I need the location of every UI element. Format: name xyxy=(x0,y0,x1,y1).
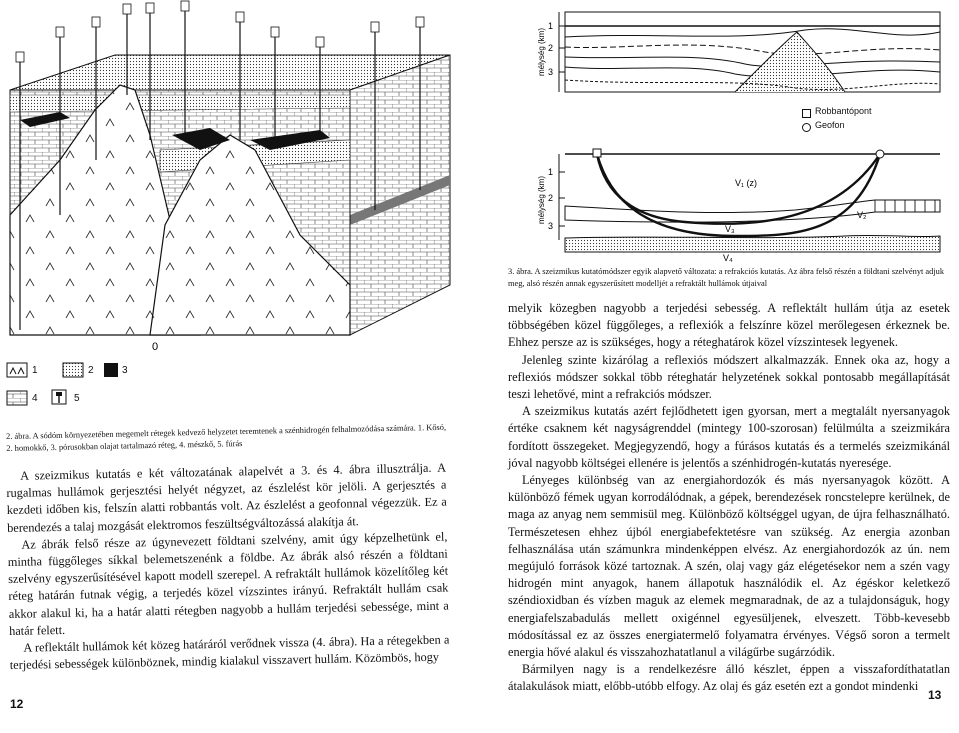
left-paragraph-1: A szeizmikus kutatás e két változatának alapelvét a 3. és 4. ábra illusztrálja. A rugalmas hullámok gerjesztési helyét négyzet, az észlelést kör jelöli. A gerjesztés a kezdeti időben kis, felszín alatti robbantás volt. Az észlelést a geofonnal végezzük. Ez a berendezés a talaj mozgását elektromos feszültségváltozássá alakítja át. xyxy=(6,460,447,535)
right-paragraph-2: Jelenleg szinte kizárólag a reflexiós módszert alkalmazzák. Ennek oka az, hogy a reflexiós módszer sokkal több réteghatár helyzetének sokkal pontosabb megállapítását teszi lehetővé, mint a refrakciós módszer. xyxy=(508,352,950,402)
legend-label-5: 5 xyxy=(74,393,80,404)
top-tick-3: 3 xyxy=(547,67,553,77)
figure-2-zero-label: 0 xyxy=(152,341,159,353)
legend-limestone-swatch xyxy=(6,390,28,406)
legend-sandstone-swatch xyxy=(62,362,84,378)
bottom-tick-2: 2 xyxy=(547,193,553,203)
figure-3-caption: 3. ábra. A szeizmikus kutatómódszer egyik alapvető változata: a refrakciós kutatás. Az ábra felső részén a földtani szelvényt adjuk meg, alsó részén annak egyszerűsített modelljét a refraktált hullámok útjaival xyxy=(508,267,945,288)
legend-source-label: Robbantópont xyxy=(815,106,872,116)
receiver-circle-icon xyxy=(802,123,811,132)
right-page-body xyxy=(508,300,950,696)
bottom-tick-1: 1 xyxy=(547,167,553,177)
legend-receiver-label: Geofon xyxy=(815,120,845,130)
legend-label-1: 1 xyxy=(32,365,38,376)
top-tick-1: 1 xyxy=(547,21,553,31)
label-v4: V₄ xyxy=(723,253,733,263)
legend-oil-swatch xyxy=(104,363,118,377)
left-page-body xyxy=(6,460,450,675)
left-paragraph-3: A reflektált hullámok két közeg határáról verődnek vissza (4. ábra). Ha a rétegekben a terjedési sebességek különböznek, mindig kialakul visszavert hullám. Közömbös, hogy xyxy=(9,632,450,673)
source-square-icon xyxy=(802,109,811,118)
figure-3-refraction-model xyxy=(535,140,945,265)
right-page-number: 13 xyxy=(928,688,942,702)
figure-3-legend xyxy=(802,106,952,136)
figure-2-caption: 2. ábra. A sódóm környezetében megemelt rétegek kedvező helyzetet teremtenek a szénhidrogén felhalmozódása számára. 1. Kősó, 2. homokkő, 3. pórusokban olajat tartalmazó réteg, 4. mészkő, 5. fúrás xyxy=(6,422,447,453)
left-page-number: 12 xyxy=(10,697,24,711)
left-paragraph-2: Az ábrák felső része az úgynevezett földtani szelvény, amit úgy képzelhetünk el, mintha függőleges síkkal belemetszenénk a földbe. Az ábrák alsó részén a földtani szelvény egyszerűsítésével kapott modell szerepel. A refraktált hullámok közelítőleg két réteg határán futnak végig, a terjedés közel vízszintes irányú. Refraktált hullám csak akkor alakul ki, ha a határ alatti rétegben nagyobb a hullám terjedési sebessége, mint a határ felett. xyxy=(7,529,449,638)
drill-well-icon xyxy=(50,388,70,406)
figure-2-legend xyxy=(6,362,146,422)
figure-3-geological-section xyxy=(535,2,945,114)
bottom-depth-axis-label: mélység (km) xyxy=(537,175,546,225)
right-paragraph-3: A szeizmikus kutatás azért fejlődhetett igen gyorsan, mert a megtalált nyersanyagok értéke csaknem két nagyságrenddel (mintegy 100-szorosan) felülmúlta a szeizmikára fordított összegeket. Megjegyzendő, hogy a fúrásos kutatás és a termelés szeizmikánál jóval nagyobb költségei ellenére is jelentős a szénhidrogén-kutatás nyeresége. xyxy=(508,404,950,470)
right-paragraph-1: melyik közegben nagyobb a terjedési sebesség. A reflektált hullám útja az esetek többségében közel függőleges, a reflexiók a felszínre közel merőlegesen érkeznek be. Ehhez persze az is szükséges, hogy a réteghatárok közel vízszintesek legyenek. xyxy=(508,301,950,350)
top-depth-axis-label: mélység (km) xyxy=(537,27,546,77)
figure-2-salt-dome-diagram xyxy=(0,0,470,355)
right-paragraph-4: Lényeges különbség van az energiahordozók és más nyersanyagok között. A különböző fémek ugyan korrodálódnak, a gépek, berendezések roncstelepre kerülnek, de maga az anyag nem semmisül meg. Különböző költséggel ugyan, de újra felhasználható. Természetesen ehhez újból energiabefektetésre van szükség. Az energia azonban felhasználása után számunkra mindenképpen elvész. Az energiahordozók az ún. nem megújuló források közé tartoznak. A szén, olaj vagy gáz elégetésekor nem a szén vagy hidrogén mint anyagok, hanem állapotuk használódik el. Az égéskor keletkező széndioxidban és vízben maguk az elemek megmaradnak, de az a tulajdonságuk, hogy energiafelszabadulás mellett oxigénnel egyesüljenek, elveszett. Több-kevesebb módosítással ez az összes energiatermelő folyamatra érvényes. Végső soron a termelt energia hővé alakul és visszahozhatatlanul a világűrbe sugárzódik. xyxy=(508,473,950,660)
legend-salt-swatch xyxy=(6,362,28,378)
legend-label-3: 3 xyxy=(122,365,128,376)
right-paragraph-5: Bármilyen nagy is a rendelkezésre álló készlet, éppen a visszafordíthatatlan átalakulások miatt, előbb-utóbb elfogy. Az olaj és gáz esetén ezt a gondot mindenki xyxy=(508,662,950,694)
label-v2: V₂ xyxy=(857,210,867,220)
bottom-tick-3: 3 xyxy=(547,221,553,231)
legend-label-4: 4 xyxy=(32,393,38,404)
label-v1: V₁ (z) xyxy=(735,178,758,188)
legend-label-2: 2 xyxy=(88,365,94,376)
label-v3: V₃ xyxy=(725,224,735,234)
top-tick-2: 2 xyxy=(547,43,553,53)
